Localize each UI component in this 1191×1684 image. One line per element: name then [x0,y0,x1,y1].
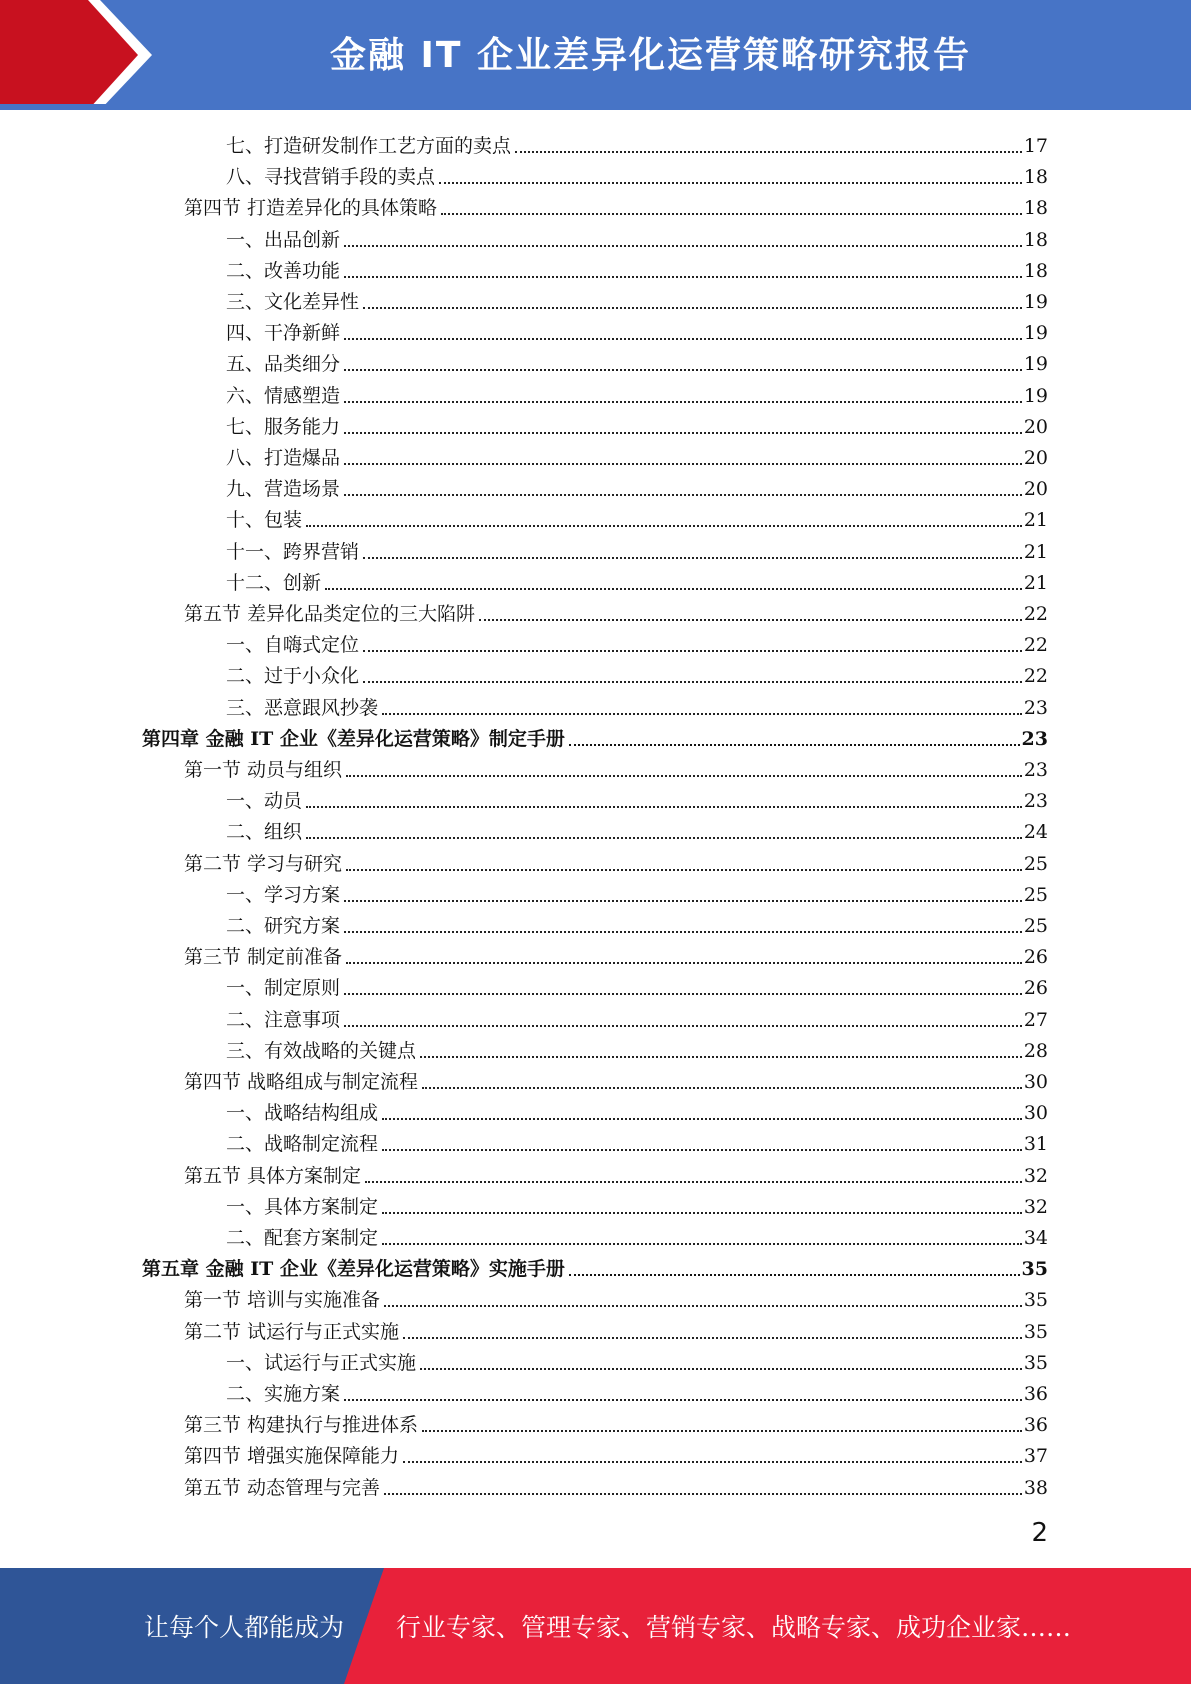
toc-entry-label: 四、干净新鲜 [226,322,341,345]
toc-entry-label: 一、制定原则 [226,977,341,1000]
toc-subsection-entry[interactable] [226,439,1048,470]
toc-entry-label: 第三节 制定前准备 [184,946,343,969]
toc-entry-page: 20 [1023,478,1048,501]
toc-dot-leader [346,962,1022,964]
toc-dot-leader [344,245,1022,247]
toc-entry-page: 22 [1023,603,1048,625]
toc-dot-leader [382,1212,1022,1214]
toc-entry-label: 二、改善功能 [226,259,341,282]
toc-dot-leader [344,338,1022,340]
toc-entry-page: 17 [1023,135,1048,157]
toc-entry-page: 35 [1023,1351,1048,1374]
toc-dot-leader [344,401,1022,403]
toc-entry-page: 34 [1023,1227,1048,1249]
toc-subsection-entry[interactable] [226,782,1048,813]
toc-entry-label: 十二、创新 [226,571,322,594]
toc-entry-label: 十、包装 [226,509,303,532]
toc-dot-leader [441,213,1022,215]
toc-dot-leader [403,1337,1022,1339]
toc-entry-page: 23 [1023,790,1048,813]
toc-entry-label: 二、注意事项 [226,1008,341,1031]
toc-entry-label: 第四节 打造差异化的具体策略 [184,197,438,220]
toc-entry-page: 26 [1023,977,1048,1000]
toc-section-entry[interactable] [184,1157,1048,1188]
toc-section-entry[interactable] [184,1469,1048,1500]
toc-entry-page: 38 [1023,1476,1048,1499]
toc-entry-page: 35 [1023,1289,1048,1312]
toc-dot-leader [382,1243,1022,1245]
toc-chapter-entry[interactable] [142,1250,1048,1281]
toc-entry-label: 第五节 具体方案制定 [184,1164,362,1187]
toc-dot-leader [422,1430,1022,1432]
toc-entry-page: 31 [1023,1133,1048,1156]
toc-dot-leader [384,1493,1022,1495]
page-header [0,0,1191,110]
toc-entry-label: 三、恶意跟风抄袭 [226,696,379,719]
toc-entry-label: 一、动员 [226,790,303,813]
toc-subsection-entry[interactable] [226,1375,1048,1406]
toc-subsection-entry[interactable] [226,345,1048,376]
toc-section-entry[interactable] [184,1406,1048,1437]
toc-entry-page: 23 [1023,759,1048,781]
toc-subsection-entry[interactable] [226,876,1048,907]
toc-dot-leader [344,931,1022,933]
toc-subsection-entry[interactable] [226,533,1048,564]
toc-entry-label: 第一节 动员与组织 [184,759,343,781]
toc-entry-label: 第五节 动态管理与完善 [184,1476,381,1499]
toc-entry-page: 20 [1023,447,1048,469]
toc-dot-leader [363,681,1022,683]
toc-entry-page: 30 [1023,1071,1048,1093]
toc-entry-label: 一、自嗨式定位 [226,634,360,657]
toc-subsection-entry[interactable] [226,907,1048,938]
toc-entry-label: 九、营造场景 [226,478,341,501]
toc-entry-label: 七、服务能力 [226,415,341,438]
toc-dot-leader [344,276,1022,278]
toc-entry-label: 八、寻找营销手段的卖点 [226,166,436,189]
toc-entry-page: 19 [1023,291,1048,313]
toc-subsection-entry[interactable] [226,969,1048,1000]
toc-section-entry[interactable] [184,189,1048,220]
toc-entry-page: 19 [1023,353,1048,376]
toc-dot-leader [515,151,1022,153]
toc-subsection-entry[interactable] [226,657,1048,688]
toc-dot-leader [403,1461,1022,1463]
toc-entry-label: 五、品类细分 [226,353,341,376]
toc-entry-label: 第二节 学习与研究 [184,852,343,875]
toc-subsection-entry[interactable] [226,626,1048,657]
toc-entry-page: 18 [1023,166,1048,189]
toc-subsection-entry[interactable] [226,1032,1048,1063]
header-arrow-decoration [0,0,160,110]
toc-dot-leader [344,1025,1022,1027]
toc-entry-label: 七、打造研发制作工艺方面的卖点 [226,135,512,157]
header-title: 金融 IT 企业差异化运营策略研究报告 [329,34,972,76]
toc-entry-page: 35 [1023,1320,1048,1343]
toc-subsection-entry[interactable] [226,470,1048,501]
toc-entry-label: 二、组织 [226,821,303,844]
toc-entry-label: 一、出品创新 [226,228,341,251]
toc-entry-page: 18 [1023,197,1048,220]
toc-section-entry[interactable] [184,938,1048,969]
toc-entry-label: 第四章 金融 IT 企业《差异化运营策略》制定手册 [142,727,565,750]
toc-entry-page: 37 [1023,1445,1048,1468]
toc-entry-label: 第一节 培训与实施准备 [184,1289,381,1312]
toc-dot-leader [344,463,1022,465]
toc-subsection-entry[interactable] [226,689,1048,720]
toc-dot-leader [569,1274,1020,1276]
toc-entry-label: 第四节 战略组成与制定流程 [184,1071,419,1093]
toc-entry-label: 六、情感塑造 [226,384,341,407]
toc-dot-leader [344,900,1022,902]
toc-dot-leader [306,837,1022,839]
toc-subsection-entry[interactable] [226,377,1048,408]
toc-entry-page: 23 [1021,727,1048,750]
toc-entry-label: 一、学习方案 [226,883,341,906]
toc-dot-leader [344,1399,1022,1401]
toc-dot-leader [365,1181,1022,1183]
toc-entry-page: 36 [1023,1383,1048,1405]
toc-entry-page: 32 [1023,1195,1048,1218]
toc-entry-page: 22 [1023,634,1048,657]
toc-dot-leader [363,650,1022,652]
toc-subsection-entry[interactable] [226,501,1048,532]
toc-section-entry[interactable] [184,595,1048,626]
toc-entry-label: 第五章 金融 IT 企业《差异化运营策略》实施手册 [142,1258,565,1281]
toc-entry-page: 30 [1023,1102,1048,1125]
toc-entry-label: 三、有效战略的关键点 [226,1039,417,1062]
toc-subsection-entry[interactable] [226,1094,1048,1125]
toc-entry-label: 十一、跨界营销 [226,540,360,563]
toc-dot-leader [325,588,1022,590]
toc-dot-leader [384,1305,1022,1307]
toc-dot-leader [344,494,1022,496]
toc-subsection-entry[interactable] [226,127,1048,158]
toc-entry-label: 二、研究方案 [226,915,341,937]
footer-slogan-right: 行业专家、管理专家、营销专家、战略专家、成功企业家…… [396,1613,1072,1642]
toc-entry-label: 二、过于小众化 [226,665,360,688]
toc-entry-page: 23 [1023,696,1048,719]
toc-entry-label: 二、战略制定流程 [226,1133,379,1156]
toc-section-entry[interactable] [184,1313,1048,1344]
toc-entry-page: 26 [1023,946,1048,969]
toc-entry-label: 二、配套方案制定 [226,1227,379,1249]
toc-entry-page: 28 [1023,1039,1048,1062]
toc-entry-page: 20 [1023,415,1048,438]
toc-subsection-entry[interactable] [226,252,1048,283]
toc-entry-page: 24 [1023,821,1048,844]
toc-entry-page: 35 [1021,1258,1048,1281]
toc-entry-page: 18 [1023,228,1048,251]
toc-entry-page: 21 [1023,540,1048,563]
toc-subsection-entry[interactable] [226,1001,1048,1032]
page-footer [0,1568,1191,1684]
toc-dot-leader [420,1368,1022,1370]
toc-subsection-entry[interactable] [226,158,1048,189]
toc-dot-leader [306,806,1022,808]
toc-entry-label: 一、战略结构组成 [226,1102,379,1125]
toc-subsection-entry[interactable] [226,1219,1048,1250]
toc-section-entry[interactable] [184,751,1048,782]
page-number: 2 [1031,1518,1048,1548]
toc-entry-page: 19 [1023,322,1048,345]
toc-entry-label: 第三节 构建执行与推进体系 [184,1414,419,1437]
toc-entry-page: 21 [1023,509,1048,532]
toc-entry-page: 27 [1023,1008,1048,1031]
toc-subsection-entry[interactable] [226,564,1048,595]
toc-section-entry[interactable] [184,1437,1048,1468]
toc-dot-leader [344,369,1022,371]
toc-dot-leader [306,525,1022,527]
toc-entry-page: 25 [1023,852,1048,875]
toc-entry-page: 25 [1023,883,1048,906]
toc-subsection-entry[interactable] [226,283,1048,314]
toc-dot-leader [344,432,1022,434]
toc-dot-leader [382,1118,1022,1120]
footer-slogan-left: 让每个人都能成为 [144,1613,345,1642]
toc-entry-page: 22 [1023,665,1048,688]
toc-entry-label: 第四节 增强实施保障能力 [184,1445,400,1468]
toc-dot-leader [363,307,1022,309]
toc-dot-leader [479,619,1022,621]
toc-entry-page: 21 [1023,571,1048,594]
toc-dot-leader [422,1087,1022,1089]
toc-entry-label: 一、试运行与正式实施 [226,1351,417,1374]
toc-subsection-entry[interactable] [226,1344,1048,1375]
toc-entry-label: 第二节 试运行与正式实施 [184,1320,400,1343]
toc-subsection-entry[interactable] [226,221,1048,252]
toc-dot-leader [344,993,1022,995]
toc-section-entry[interactable] [184,1281,1048,1312]
toc-dot-leader [439,182,1022,184]
toc-dot-leader [382,713,1022,715]
toc-subsection-entry[interactable] [226,408,1048,439]
toc-dot-leader [363,557,1022,559]
toc-entry-label: 二、实施方案 [226,1383,341,1405]
toc-entry-page: 32 [1023,1164,1048,1187]
toc-entry-label: 一、具体方案制定 [226,1195,379,1218]
toc-dot-leader [569,744,1020,746]
toc-dot-leader [346,775,1022,777]
toc-dot-leader [382,1149,1022,1151]
toc-entry-page: 25 [1023,915,1048,937]
toc-entry-label: 第五节 差异化品类定位的三大陷阱 [184,603,476,625]
toc-entry-page: 36 [1023,1414,1048,1437]
toc-entry-page: 19 [1023,384,1048,407]
toc-subsection-entry[interactable] [226,314,1048,345]
toc-dot-leader [346,869,1022,871]
toc-subsection-entry[interactable] [226,1188,1048,1219]
toc-entry-label: 三、文化差异性 [226,291,360,313]
toc-section-entry[interactable] [184,1063,1048,1094]
toc-entry-label: 八、打造爆品 [226,447,341,469]
toc-entry-page: 18 [1023,259,1048,282]
toc-section-entry[interactable] [184,845,1048,876]
toc-dot-leader [420,1056,1022,1058]
toc-subsection-entry[interactable] [226,1125,1048,1156]
toc-subsection-entry[interactable] [226,813,1048,844]
toc-chapter-entry[interactable] [142,720,1048,751]
